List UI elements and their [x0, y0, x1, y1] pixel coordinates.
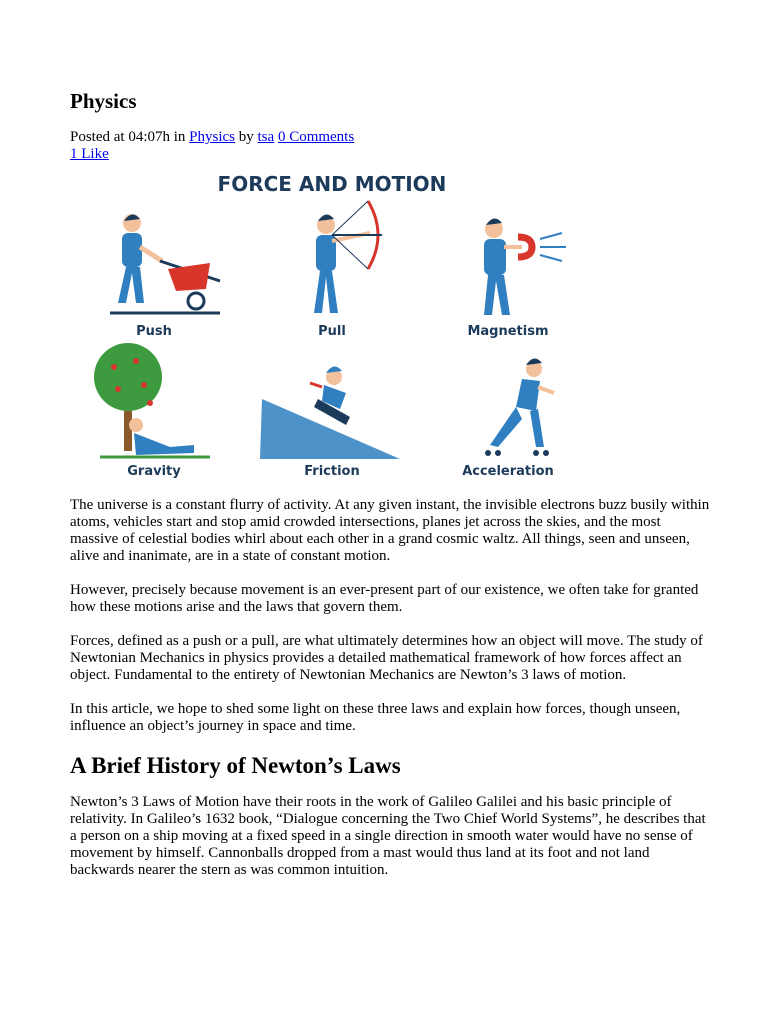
section-paragraph-1: Newton’s 3 Laws of Motion have their roots in the work of Galileo Galilei and his basic principle of relativity. In Galileo’s 1632 book, “Dialogue concerning the Two Chief World Systems”, he describes that a person on a ship moving at a fixed speed in a single direction in smooth water would have no sense of movement by himself. Cannonballs dropped from a mast would thus land at its foot and not land backwards nearer the stern as was common intuition.: [70, 794, 706, 878]
intro-paragraph-2: However, precisely because movement is an ever-present part of our existence, we often take for granted how these motions arise and the laws that govern them.: [70, 582, 699, 615]
like-link[interactable]: 1 Like: [70, 146, 109, 162]
label-friction: Friction: [304, 464, 360, 479]
comments-link[interactable]: 0 Comments: [277, 129, 355, 145]
label-magnetism: Magnetism: [467, 324, 549, 339]
author-link[interactable]: tsa: [257, 129, 275, 145]
figure-title: FORCE AND MOTION: [217, 172, 447, 196]
label-push: Push: [136, 324, 172, 339]
label-pull: Pull: [318, 324, 346, 339]
like-row: [70, 146, 710, 163]
intro-paragraph-1: The universe is a constant flurry of activity. At any given instant, the invisible electrons buzz busily within atoms, vehicles start and stop amid crowded intersections, planes jet across the skies, and the most massive of celestial bodies whirl about each other in a grand cosmic waltz. All things, seen and unseen, alive and inanimate, are in a state of constant motion.: [70, 497, 710, 564]
force-and-motion-illustration: [70, 163, 600, 485]
label-gravity: Gravity: [127, 464, 181, 479]
posted-prefix: Posted at 04:07h in: [70, 129, 186, 145]
by-text: by: [238, 129, 254, 145]
label-acceleration: Acceleration: [462, 464, 554, 479]
article: [70, 88, 710, 896]
intro-paragraph-4: In this article, we hope to shed some light on these three laws and explain how forces, though unseen, influence an object’s journey in space and time.: [70, 701, 681, 734]
intro-paragraph-3: Forces, defined as a push or a pull, are what ultimately determines how an object will move. The study of Newtonian Mechanics in physics provides a detailed mathematical framework of how forces affect an object. Fundamental to the entirety of Newtonian Mechanics are Newton’s 3 laws of motion.: [70, 633, 703, 683]
category-link[interactable]: Physics: [189, 129, 236, 145]
post-meta: [70, 129, 710, 146]
section-heading: A Brief History of Newton’s Laws: [70, 753, 401, 778]
page-title: Physics: [70, 89, 137, 113]
